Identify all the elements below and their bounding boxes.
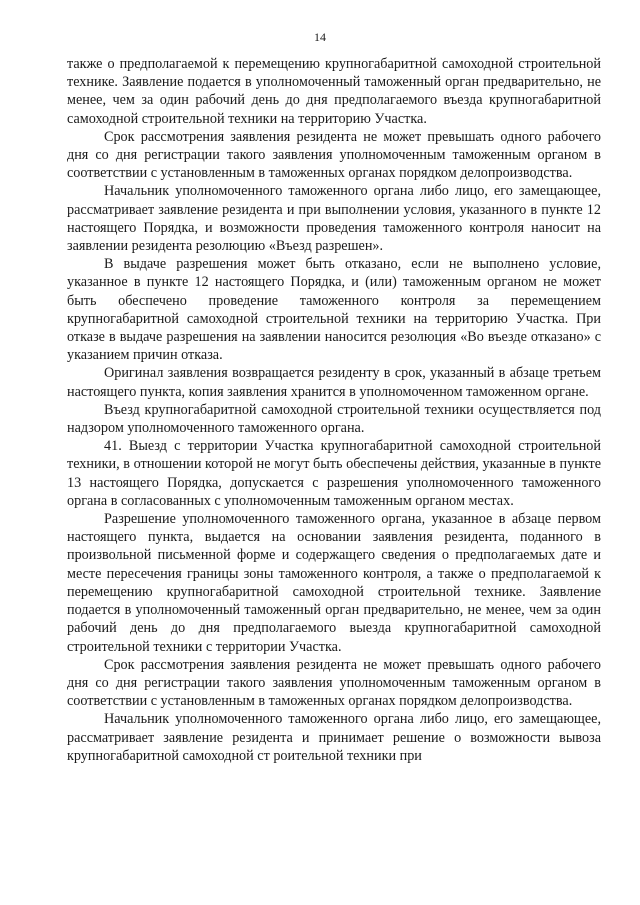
paragraph-original-returned: Оригинал заявления возвращается резиденту в срок, указанный в абзаце третьем настоящего пункта, копия заявления хранится в уполномоченном таможенном органе.: [67, 365, 601, 400]
document-body: [67, 55, 601, 765]
paragraph-entry-approval: Начальник уполномоченного таможенного органа либо лицо, его замещающее, рассматривает заявление резидента и при выполнении условия, указанного в пункте 12 настоящего Порядка, и возможности проведения таможенного контроля наносит на заявлении резидента резолюцию «Въезд разрешен».: [67, 183, 601, 255]
paragraph-exit-decision: Начальник уполномоченного таможенного органа либо лицо, его замещающее, рассматривает заявление резидента и принимает решение о возможности вывоза крупногабаритной самоходной ст роительной техники при: [67, 711, 601, 764]
page-number: 14: [314, 30, 326, 44]
paragraph-clause-41: 41. Выезд с территории Участка крупногабаритной самоходной строительной техники, в отношении которой не могут быть обеспечены действия, указанные в пункте 13 настоящего Порядка, допускается с разрешения уполномоченного таможенного органа в согласованных с уполномоченным таможенным органом местах.: [67, 438, 601, 509]
paragraph-entry-refusal: В выдаче разрешения может быть отказано, если не выполнено условие, указанное в пункте 12 настоящего Порядка, и (или) таможенным органом не может быть обеспечено проведение таможенного контроля за перемещением крупногабаритной самоходной строительной техники на территорию Участка. При отказе в выдаче разрешения на заявлении наносится резолюция «Во въезде отказано» с указанием причин отказа.: [67, 256, 601, 364]
paragraph-review-period-exit: Срок рассмотрения заявления резидента не может превышать одного рабочего дня со дня регистрации такого заявления уполномоченным таможенным органом в соответствии с установленным в таможенных органах порядком делопроизводства.: [67, 656, 601, 710]
paragraph-exit-permission: Разрешение уполномоченного таможенного органа, указанное в абзаце первом настоящего пункта, выдается на основании заявления резидента, поданного в произвольной письменной форме и содержащего сведения о предполагаемых дате и месте пересечения границы зоны таможенного контроля, а также о предполагаемой к перемещению крупногабаритной самоходной строительной технике. Заявление подается в уполномоченный таможенный орган предварительно, не менее, чем за один рабочий день до дня предполагаемого выезда крупногабаритной самоходной строительной техники с территории Участка.: [67, 511, 601, 655]
paragraph-entry-supervision: Въезд крупногабаритной самоходной строительной техники осуществляется под надзором уполномоченного таможенного органа.: [67, 401, 601, 437]
paragraph-review-period-entry: Срок рассмотрения заявления резидента не может превышать одного рабочего дня со дня регистрации такого заявления уполномоченным таможенным органом в соответствии с установленным в таможенных органах порядком делопроизводства.: [67, 128, 601, 182]
paragraph-continuation: также о предполагаемой к перемещению крупногабаритной самоходной строительной технике. Заявление подается в уполномоченный таможенный орган предварительно, не менее, чем за один рабочий день до дня предполагаемого въезда крупногабаритной самоходной строительной техники на территорию Участка.: [67, 56, 601, 127]
